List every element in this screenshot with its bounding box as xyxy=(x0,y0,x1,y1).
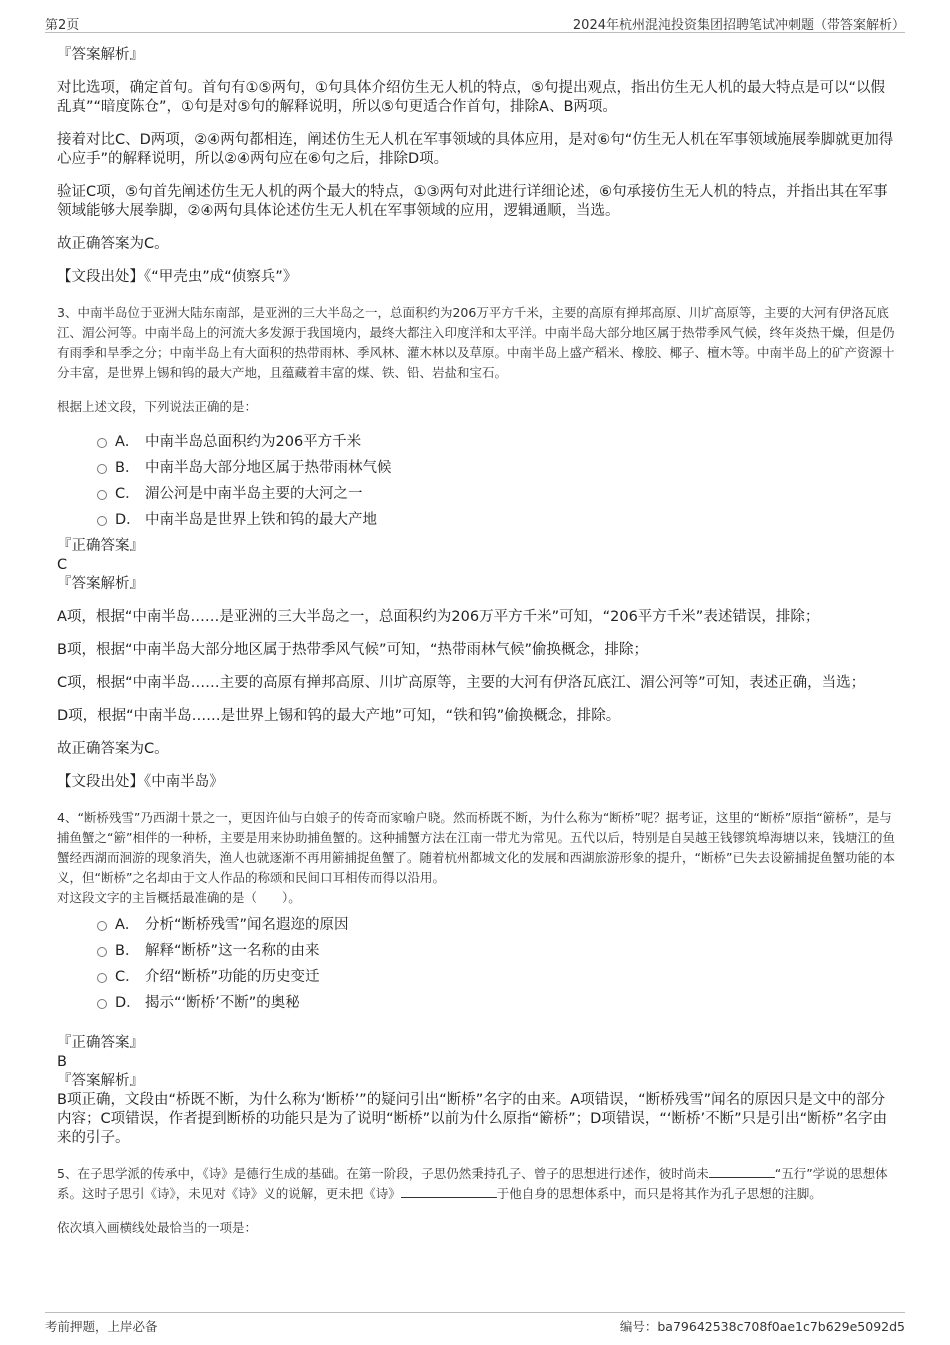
q2-source: 【文段出处】《“甲壳虫”成“侦察兵”》 xyxy=(57,269,298,285)
q3-options xyxy=(57,429,897,533)
q3-analysis-a: A项，根据“中南半岛……是亚洲的三大半岛之一，总面积约为206万平方千米”可知，“206平方千米”表述错误，排除； xyxy=(57,609,820,625)
q4-options xyxy=(57,912,897,1016)
q3-analysis-b: B项，根据“中南半岛大部分地区属于热带季风气候”可知，“热带雨林气候”偷换概念，排除； xyxy=(57,642,648,658)
q4-analysis: B项正确，文段由“桥既不断，为什么称为‘断桥’”的疑问引出“断桥”名字的由来。A项错误，“断桥残雪”闻名的原因只是文中的部分内容；C项错误，作者提到断桥的功能只是为了说明“断桥”以前为什么原指“簖桥”；D项错误，“‘断桥’不断”只是引出“断桥”名字由来的引子。 xyxy=(57,1092,888,1146)
q4-stem: 4、“断桥残雪”乃西湖十景之一，更因许仙与白娘子的传奇而家喻户晓。然而桥既不断，为什么称为“断桥”呢？据考证，这里的“断桥”原指“簖桥”，是与捕鱼蟹之“簖”相伴的一种桥，主要是用来协助捕鱼蟹的。这种捕蟹方法在江南一带尤为常见。五代以后，特别是自吴越王钱镠筑埠海塘以来，钱塘江的鱼蟹经西湖而洄游的现象消失，渔人也就逐渐不再用簖捕捉鱼蟹了。随着杭州都城文化的发展和西湖旅游形象的提升，“断桥”已失去设簖捕捉鱼蟹功能的本义，但“断桥”之名却由于文人作品的称颂和民间口耳相传而得以沿用。 xyxy=(57,810,895,885)
option-letter: B． xyxy=(115,943,140,959)
option-text: 分析“断桥残雪”闻名遐迩的原因 xyxy=(145,917,349,933)
document-body xyxy=(57,46,897,1238)
radio-icon[interactable] xyxy=(97,516,107,526)
q4-option-a[interactable] xyxy=(57,912,897,938)
radio-icon[interactable] xyxy=(97,947,107,957)
option-letter: D． xyxy=(115,995,141,1011)
q2-analysis-p2: 接着对比C、D两项，②④两句都相连，阐述仿生无人机在军事领域的具体应用，是对⑥句“仿生无人机在军事领域施展拳脚就更加得心应手”的解释说明，所以②④两句应在⑥句之后，排除D项。 xyxy=(57,132,894,167)
q3-option-c[interactable] xyxy=(57,481,897,507)
radio-icon[interactable] xyxy=(97,438,107,448)
q5-question: 依次填入画横线处最恰当的一项是： xyxy=(57,1220,258,1235)
page-footer xyxy=(45,1312,905,1335)
q2-analysis-label: 『答案解析』 xyxy=(57,47,144,63)
option-letter: B． xyxy=(115,460,140,476)
q5-blank-2 xyxy=(401,1185,497,1198)
q3-source: 【文段出处】《中南半岛》 xyxy=(57,774,224,790)
option-text: 揭示“‘断桥’不断”的奥秘 xyxy=(145,995,300,1011)
q3-analysis-c: C项，根据“中南半岛……主要的高原有掸邦高原、川圹高原等，主要的大河有伊洛瓦底江、湄公河等”可知，表述正确，当选； xyxy=(57,675,866,691)
q4-answer-label: 『正确答案』 xyxy=(57,1035,144,1051)
radio-icon[interactable] xyxy=(97,921,107,931)
q5-stem-part-c: 于他自身的思想体系中，而只是将其作为孔子思想的注脚。 xyxy=(496,1186,822,1201)
option-text: 中南半岛是世界上铁和钨的最大产地 xyxy=(145,512,377,528)
document-title: 2024年杭州混沌投资集团招聘笔试冲刺题（带答案解析） xyxy=(572,18,905,33)
radio-icon[interactable] xyxy=(97,490,107,500)
q3-stem: 3、中南半岛位于亚洲大陆东南部，是亚洲的三大半岛之一，总面积约为206万平方千米，主要的高原有掸邦高原、川圹高原等，主要的大河有伊洛瓦底江、湄公河等。中南半岛上的河流大多发源于我国境内，最终大都注入印度洋和太平洋。中南半岛大部分地区属于热带季风气候，终年炎热干燥，但是仍有雨季和旱季之分；中南半岛上有大面积的热带雨林、季风林、灌木林以及草原。中南半岛上盛产稻米、橡胶、椰子、檀木等。中南半岛上的矿产资源十分丰富，是世界上锡和钨的最大产地，且蕴藏着丰富的煤、铁、铅、岩盐和宝石。 xyxy=(57,305,895,380)
document-code: 编号：ba79642538c708f0ae1c7b629e5092d5 xyxy=(619,1319,905,1334)
option-text: 解释“断桥”这一名称的由来 xyxy=(145,943,320,959)
q5-stem-part-a: 5、在子思学派的传承中，《诗》是德行生成的基础。在第一阶段，子思仍然秉持孔子、曾子的思想进行述作，彼时尚未 xyxy=(57,1166,709,1181)
page-number: 第2页 xyxy=(45,18,80,33)
radio-icon[interactable] xyxy=(97,464,107,474)
radio-icon[interactable] xyxy=(97,999,107,1009)
q3-option-d[interactable] xyxy=(57,507,897,533)
option-letter: A． xyxy=(115,917,140,933)
q5-stem-part-b: “五行”学说的思想体系。这时子思引《诗》，未见对《诗》义的说解，更未把《诗》 xyxy=(57,1166,888,1201)
q3-question: 根据上述文段，下列说法正确的是： xyxy=(57,399,258,414)
footer-slogan: 考前押题，上岸必备 xyxy=(45,1319,158,1334)
q3-option-a[interactable] xyxy=(57,429,897,455)
q4-option-c[interactable] xyxy=(57,964,897,990)
q3-answer: C xyxy=(57,557,68,573)
option-text: 介绍“断桥”功能的历史变迁 xyxy=(145,969,320,985)
q3-analysis-label: 『答案解析』 xyxy=(57,576,144,592)
radio-icon[interactable] xyxy=(97,973,107,983)
q3-answer-label: 『正确答案』 xyxy=(57,538,144,554)
q5-blank-1 xyxy=(709,1165,775,1178)
option-text: 中南半岛总面积约为206平方千米 xyxy=(145,434,362,450)
q2-analysis-p3: 验证C项，⑤句首先阐述仿生无人机的两个最大的特点，①③两句对此进行详细论述，⑥句承接仿生无人机的特点，并指出其在军事领域能够大展拳脚，②④两句具体论述仿生无人机在军事领域的应用，逻辑通顺，当选。 xyxy=(57,184,888,219)
q2-analysis-p1: 对比选项，确定首句。首句有①⑤两句，①句具体介绍仿生无人机的特点，⑤句提出观点，指出仿生无人机的最大特点是可以“以假乱真”“暗度陈仓”，①句是对⑤句的解释说明，所以⑤句更适合作首句，排除A、B两项。 xyxy=(57,80,886,115)
q4-option-d[interactable] xyxy=(57,990,897,1016)
option-letter: D． xyxy=(115,512,141,528)
option-letter: A． xyxy=(115,434,140,450)
page-header xyxy=(45,10,905,33)
q3-conclusion: 故正确答案为C。 xyxy=(57,741,169,757)
q3-analysis-d: D项，根据“中南半岛……是世界上锡和钨的最大产地”可知，“铁和钨”偷换概念，排除。 xyxy=(57,708,621,724)
option-text: 中南半岛大部分地区属于热带雨林气候 xyxy=(145,460,392,476)
q5-stem xyxy=(57,1164,897,1204)
q4-answer: B xyxy=(57,1054,67,1070)
q4-question: 对这段文字的主旨概括最准确的是（ ）。 xyxy=(57,890,301,905)
q2-conclusion: 故正确答案为C。 xyxy=(57,236,169,252)
option-letter: C． xyxy=(115,486,140,502)
option-letter: C． xyxy=(115,969,140,985)
q4-analysis-label: 『答案解析』 xyxy=(57,1073,144,1089)
q3-option-b[interactable] xyxy=(57,455,897,481)
option-text: 湄公河是中南半岛主要的大河之一 xyxy=(145,486,363,502)
q4-option-b[interactable] xyxy=(57,938,897,964)
